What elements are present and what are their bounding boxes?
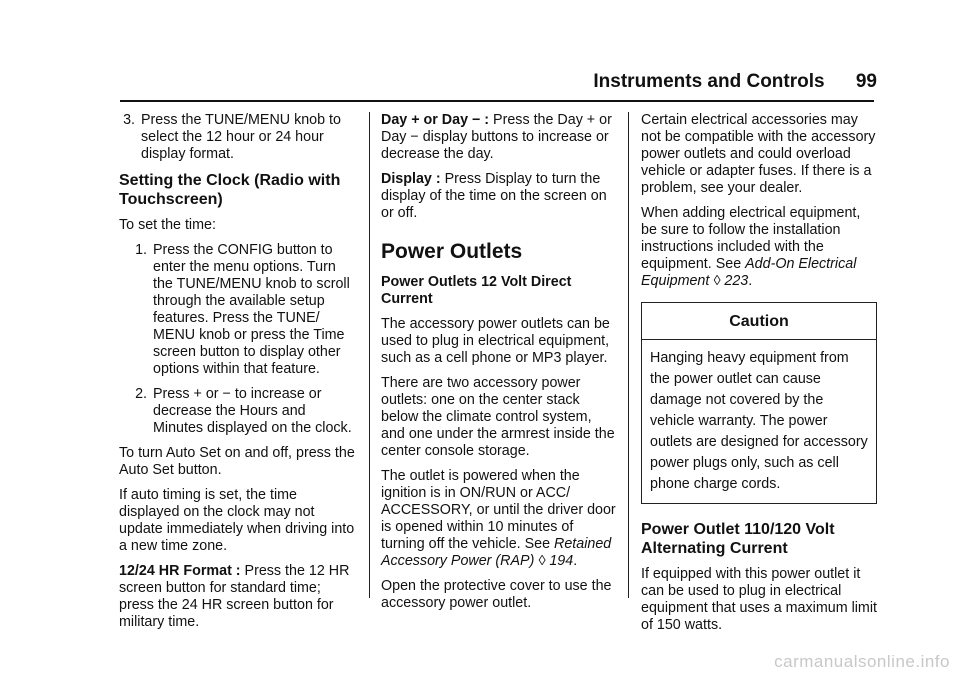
caution-title: Caution: [642, 303, 876, 340]
term-label: 12/24 HR Format :: [119, 563, 241, 579]
term-text: Press Display to turn the display of the time on the screen on or off.: [381, 171, 607, 221]
list-item: [119, 242, 357, 378]
paragraph: The accessory power outlets can be used to plug in electrical equipment, such as a cell phone or MP3 player.: [381, 316, 610, 366]
cross-reference-link[interactable]: Retained Accessory Power (RAP): [381, 536, 612, 569]
paragraph: If equipped with this power outlet it can be used to plug in electrical equipment that uses a maximum limit of 150 watts.: [641, 566, 877, 633]
page-reference[interactable]: ◊ 223: [709, 273, 749, 289]
watermark: carmanualsonline.info: [774, 652, 950, 671]
cross-reference-link[interactable]: Add-On Electrical Equipment: [641, 256, 857, 289]
paragraph: To turn Auto Set on and off, press the Auto Set button.: [119, 445, 355, 478]
paragraph: [381, 112, 617, 163]
section-heading: Power Outlets: [381, 240, 523, 263]
list-item: [119, 112, 357, 163]
list-text: Press + or − to increase or decrease the Hours and Minutes displayed on the clock.: [153, 386, 352, 436]
caution-box: [641, 302, 877, 504]
paragraph-text: When adding electrical equipment, be sure to follow the installation instructions included with the equipment. See: [641, 205, 861, 272]
paragraph: There are two accessory power outlets: one on the center stack below the climate control system, and one under the armrest inside the center console storage.: [381, 375, 615, 459]
paragraph-end: .: [748, 273, 753, 289]
list-item: [119, 386, 357, 437]
column-divider: [628, 112, 629, 598]
paragraph: If auto timing is set, the time displayed on the clock may not update immediately when driving into a new time zone.: [119, 487, 355, 554]
paragraph: [641, 205, 877, 290]
paragraph: [381, 468, 617, 570]
page-number: 99: [855, 71, 877, 92]
paragraph: [119, 563, 357, 631]
paragraph-end: .: [573, 553, 578, 569]
paragraph-text: The outlet is powered when the ignition is in ON/RUN or ACC/ ACCESSORY, or until the driver door is opened within 10 minutes of turning off the vehicle. See: [381, 468, 616, 552]
list-text: Press the CONFIG button to enter the menu options. Turn the TUNE/MENU knob to scroll through the available setup features. Press the TUNE/ MENU knob or press the Time screen button to display other options within that feature.: [153, 242, 350, 377]
column-3: [641, 112, 877, 642]
page-header: [593, 71, 877, 93]
term-label: Display :: [381, 171, 441, 187]
section-heading: Power Outlet 110/120 Volt Alternating Current: [641, 521, 835, 557]
term-label: Day + or Day − :: [381, 112, 490, 128]
caution-body: Hanging heavy equipment from the power outlet can cause damage not covered by the vehicle warranty. The power outlets are designed for accessory power plugs only, such as cell phone charge cords.: [650, 350, 868, 492]
list-number: 3.: [123, 112, 135, 128]
header-rule: [120, 100, 874, 102]
column-1: [119, 112, 357, 639]
paragraph: Open the protective cover to use the accessory power outlet.: [381, 578, 612, 611]
paragraph: To set the time:: [119, 217, 216, 233]
section-title: Instruments and Controls: [593, 71, 825, 92]
section-heading: Setting the Clock (Radio with Touchscreen): [119, 172, 341, 208]
term-text: Press the 12 HR screen button for standard time; press the 24 HR screen button for military time.: [119, 563, 350, 630]
list-text: Press the TUNE/MENU knob to select the 12 hour or 24 hour display format.: [141, 112, 341, 162]
paragraph: Certain electrical accessories may not be compatible with the accessory power outlets and could overload vehicle or adapter fuses. If there is a problem, see your dealer.: [641, 112, 876, 196]
term-text: Press the Day + or Day − display buttons to increase or decrease the day.: [381, 112, 612, 162]
column-2: [381, 112, 617, 620]
list-number: 1.: [135, 242, 147, 258]
page-reference[interactable]: ◊ 194: [534, 553, 574, 569]
paragraph: [381, 171, 617, 222]
subsection-heading: Power Outlets 12 Volt Direct Current: [381, 274, 572, 307]
list-number: 2.: [135, 386, 147, 402]
column-divider: [369, 112, 370, 598]
